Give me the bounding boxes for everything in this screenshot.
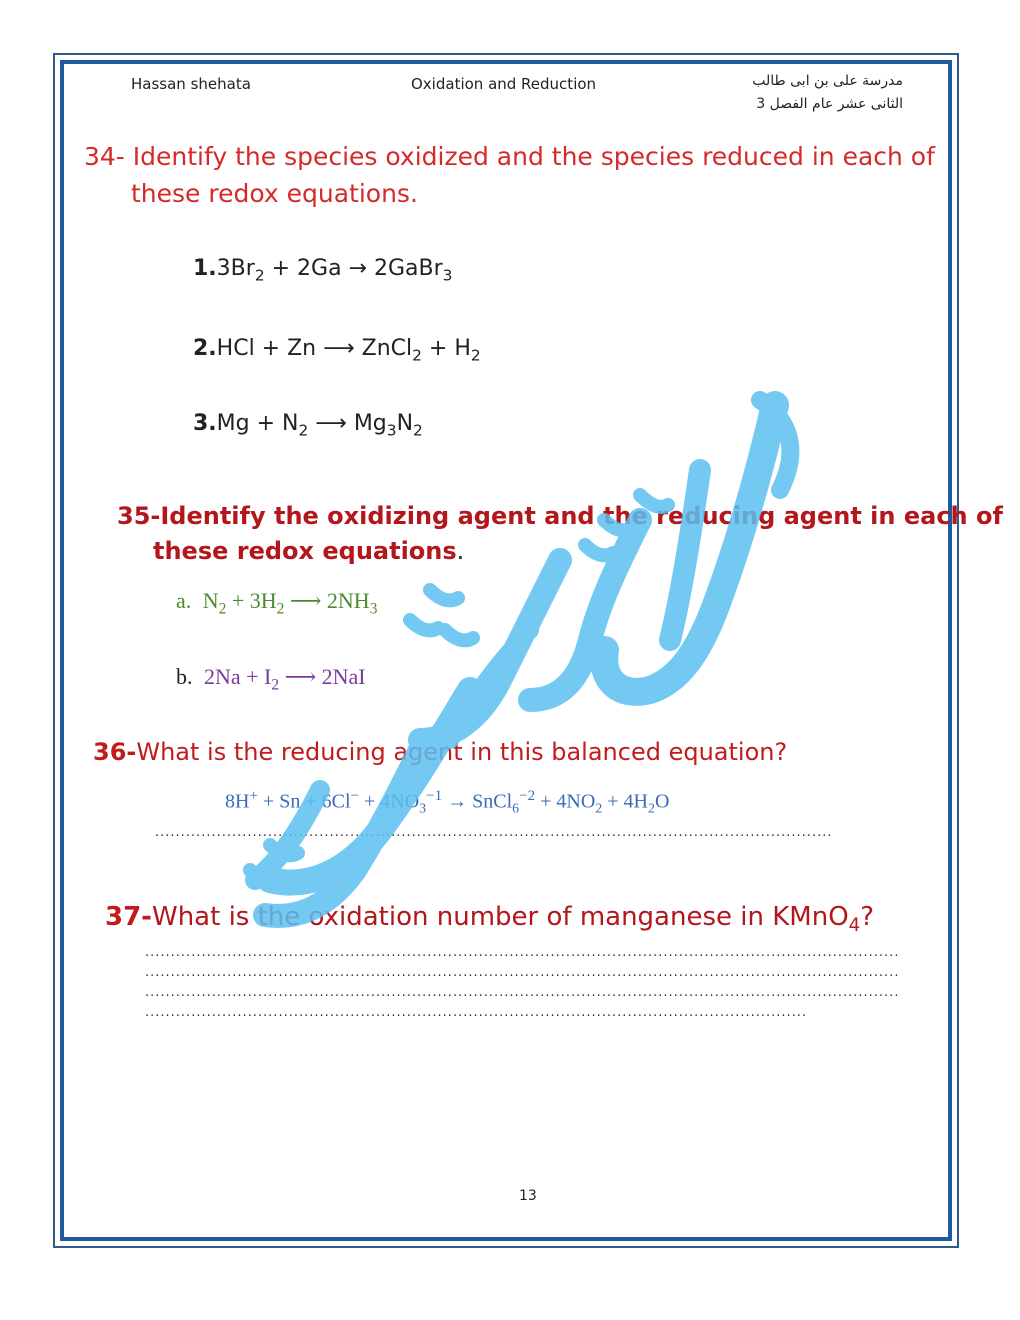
q37-answer-line-3: ................................................................................................................................................... <box>145 985 900 1000</box>
q35-equation-a: a. $N_2 + 3H_2$ ⟶ $2NH_3$ <box>176 588 378 618</box>
q37-answer-line-4: ................................................................................................................................. <box>145 1005 808 1020</box>
q35-line1: 35-Identify the oxidizing agent and the reducing agent in each of <box>117 502 1003 530</box>
q37-answer-line-1: ................................................................................................................................................... <box>145 945 900 960</box>
q34-equation-2: 2.HCl + Zn ⟶ ZnCl$_2$ + $H_2$ <box>193 336 481 365</box>
header-author: Hassan shehata <box>131 75 251 93</box>
q36-question: 36-What is the reducing agent in this balanced equation? <box>93 738 788 766</box>
header-grade: الثانى عشر عام الفصل 3 <box>756 96 903 112</box>
q34-equation-3: $3.Mg + N_2$ ⟶ $Mg_3N_2$ <box>193 411 423 440</box>
q34-line2: these redox equations. <box>131 179 418 208</box>
header-school: مدرسة على بن ابى طالب <box>752 73 903 89</box>
header-title: Oxidation and Reduction <box>411 75 597 93</box>
q34-line1: 34- Identify the species oxidized and the species reduced in each of <box>84 142 935 171</box>
q34-equation-1: $1.3Br_2 + 2Ga$ → 2GaBr$_3$ <box>193 256 453 285</box>
q37-answer-line-2: ................................................................................................................................................... <box>145 965 900 980</box>
q37-question: 37-What is the oxidation number of manganese in KMnO$_4$? <box>105 902 875 937</box>
page-number: 13 <box>519 1188 537 1204</box>
page-border-inner <box>60 60 952 1241</box>
q35-equation-b: b. $2Na + I_2$ ⟶ 2NaI <box>176 664 366 694</box>
q35-line2: these redox equations. <box>153 537 465 565</box>
q36-equation: $8H^+ + Sn + 6Cl^- + 4NO_3^{-1}$ → SnCl$_6^{-2}$ + $4NO_2 + 4H_2O$ <box>225 788 670 817</box>
q36-answer-line: .................................................................................................................................... <box>155 825 833 840</box>
